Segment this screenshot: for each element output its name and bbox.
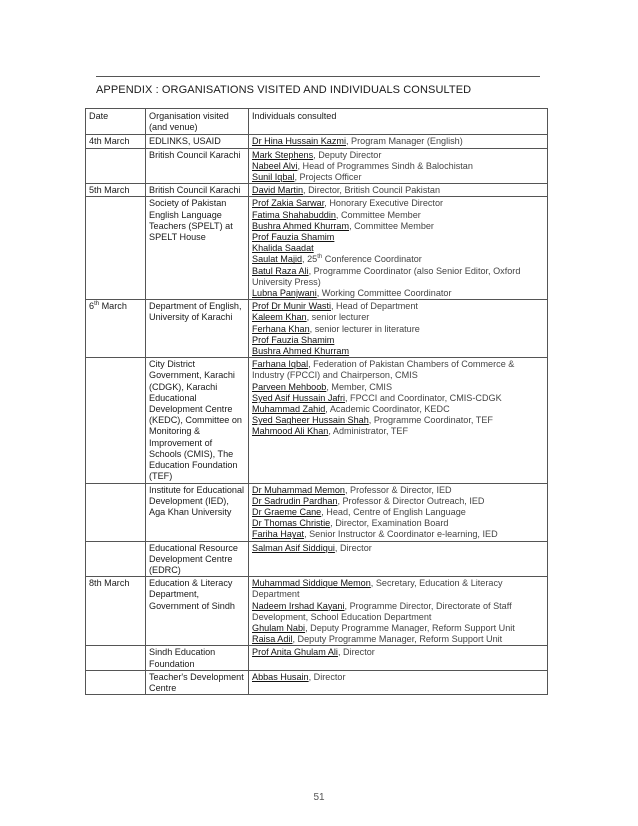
cell-date: 6th March — [86, 300, 146, 358]
table-row — [86, 197, 548, 300]
cell-individuals — [249, 148, 548, 184]
consultation-table — [85, 108, 548, 695]
header-rule — [96, 76, 540, 77]
person-role: , Academic Coordinator, KEDC — [325, 404, 450, 415]
person-role: , 25th Conference Coordinator — [302, 254, 422, 265]
person-entry — [252, 415, 544, 426]
person-role: , Programme Director, Directorate of Staff Development, School Education Department — [252, 600, 512, 622]
person-role: , Head of Programmes Sindh & Balochistan — [297, 160, 473, 171]
cell-date: 4th March — [86, 135, 146, 148]
person-name: Muhammad Zahid — [252, 404, 326, 415]
person-entry — [252, 647, 544, 658]
person-entry — [252, 496, 544, 507]
person-entry — [252, 346, 544, 357]
person-name: Lubna Panjwani — [252, 288, 317, 299]
cell-organisation: Education & Literacy Department, Government of Sindh — [146, 577, 249, 646]
person-name: Salman Asif Siddiqui — [252, 542, 335, 553]
person-entry — [252, 210, 544, 221]
person-role: , Professor & Director Outreach, IED — [337, 495, 485, 506]
person-entry — [252, 672, 544, 683]
person-name: Dr Muhammad Memon — [252, 484, 345, 495]
person-role: , Head of Department — [331, 301, 418, 312]
table-row — [86, 135, 548, 148]
person-name: Fariha Hayat — [252, 529, 305, 540]
header-organisation: Organisation visited (and venue) — [146, 109, 249, 135]
person-entry — [252, 185, 544, 196]
cell-date — [86, 197, 146, 300]
cell-date — [86, 358, 146, 483]
person-role: , Professor & Director, IED — [345, 484, 452, 495]
cell-organisation: British Council Karachi — [146, 148, 249, 184]
person-name: Raisa Adil — [252, 634, 293, 645]
person-entry — [252, 393, 544, 404]
person-role: , Director, Examination Board — [330, 518, 449, 529]
person-role: , Member, CMIS — [326, 381, 393, 392]
person-entry — [252, 288, 544, 299]
cell-date — [86, 483, 146, 541]
person-entry — [252, 623, 544, 634]
cell-organisation: Society of Pakistan English Language Teachers (SPELT) at SPELT House — [146, 197, 249, 300]
cell-individuals — [249, 577, 548, 646]
person-role: , Administrator, TEF — [328, 426, 409, 437]
cell-organisation: British Council Karachi — [146, 184, 249, 197]
person-role: , FPCCI and Coordinator, CMIS-CDGK — [345, 392, 502, 403]
cell-organisation: Department of English, University of Karachi — [146, 300, 249, 358]
person-entry — [252, 426, 544, 437]
cell-individuals — [249, 670, 548, 694]
person-entry — [252, 136, 544, 147]
person-name: Khalida Saadat — [252, 243, 314, 254]
person-entry — [252, 634, 544, 645]
table-row — [86, 358, 548, 483]
cell-organisation: Educational Resource Development Centre (EDRC) — [146, 541, 249, 577]
person-role: , Committee Member — [335, 209, 421, 220]
person-entry — [252, 485, 544, 496]
cell-organisation: City District Government, Karachi (CDGK), Karachi Educational Development Centre (KEDC), Committee on Monitoring & Improvement of Schools (CMIS), The Education Foundation (TEF) — [146, 358, 249, 483]
person-entry — [252, 382, 544, 393]
person-entry — [252, 150, 544, 161]
person-name: Prof Fauzia Shamim — [252, 232, 335, 243]
cell-individuals — [249, 358, 548, 483]
person-entry — [252, 404, 544, 415]
cell-date — [86, 148, 146, 184]
person-name: Muhammad Siddique Memon — [252, 578, 371, 589]
cell-organisation: Sindh Education Foundation — [146, 646, 249, 670]
person-name: Ferhana Khan — [252, 323, 310, 334]
cell-individuals — [249, 646, 548, 670]
person-role: , Deputy Programme Manager, Reform Support Unit — [305, 622, 515, 633]
person-entry — [252, 507, 544, 518]
table-header-row — [86, 109, 548, 135]
person-name: Abbas Husain — [252, 671, 309, 682]
person-role: , Head, Centre of English Language — [321, 506, 466, 517]
person-entry — [252, 335, 544, 346]
cell-individuals — [249, 300, 548, 358]
person-entry — [252, 578, 544, 600]
person-role: , Programme Coordinator, TEF — [368, 415, 493, 426]
person-name: Dr Thomas Christie — [252, 518, 331, 529]
person-name: Kaleem Khan — [252, 312, 307, 323]
cell-individuals — [249, 197, 548, 300]
person-entry — [252, 601, 544, 623]
cell-organisation: Teacher's Development Centre — [146, 670, 249, 694]
person-name: Dr Hina Hussain Kazmi — [252, 136, 346, 147]
person-role: , Projects Officer — [294, 172, 362, 183]
person-name: Prof Anita Ghulam Ali — [252, 647, 338, 658]
cell-individuals — [249, 541, 548, 577]
person-name: Parveen Mehboob — [252, 381, 327, 392]
person-name: Nadeem Irshad Kayani — [252, 600, 345, 611]
table-row — [86, 483, 548, 541]
table-row — [86, 184, 548, 197]
cell-organisation: Institute for Educational Development (IED), Aga Khan University — [146, 483, 249, 541]
person-role: , Deputy Director — [313, 149, 382, 160]
person-entry — [252, 543, 544, 554]
person-name: David Martin — [252, 185, 304, 196]
cell-date: 5th March — [86, 184, 146, 197]
person-name: Bushra Ahmed Khurram — [252, 346, 350, 357]
person-name: Ghulam Nabi — [252, 622, 306, 633]
person-role: , Director — [337, 647, 375, 658]
table-row — [86, 541, 548, 577]
person-name: Prof Fauzia Shamim — [252, 334, 335, 345]
person-role: , Programme Coordinator (also Senior Editor, Oxford University Press) — [252, 265, 521, 287]
person-name: Prof Dr Munir Wasti — [252, 301, 331, 312]
person-role: , Secretary, Education & Literacy Department — [252, 578, 503, 600]
person-name: Dr Graeme Cane — [252, 506, 322, 517]
page-number: 51 — [313, 792, 325, 803]
header-date: Date — [86, 109, 146, 135]
person-name: Dr Sadrudin Pardhan — [252, 495, 338, 506]
person-name: Fatima Shahabuddin — [252, 209, 336, 220]
person-entry — [252, 172, 544, 183]
person-role: , Working Committee Coordinator — [316, 288, 452, 299]
person-name: Syed Asif Hussain Jafri — [252, 392, 345, 403]
table-row — [86, 300, 548, 358]
appendix-title: APPENDIX : ORGANISATIONS VISITED AND INDIVIDUALS CONSULTED — [96, 84, 472, 96]
person-entry — [252, 254, 544, 265]
table-row — [86, 646, 548, 670]
person-role: , senior lecturer in literature — [309, 323, 420, 334]
person-entry — [252, 266, 544, 288]
person-role: , senior lecturer — [306, 312, 370, 323]
header-individuals: Individuals consulted — [249, 109, 548, 135]
person-entry — [252, 232, 544, 243]
cell-individuals — [249, 483, 548, 541]
cell-date: 8th March — [86, 577, 146, 646]
person-entry — [252, 243, 544, 254]
person-entry — [252, 301, 544, 312]
person-entry — [252, 221, 544, 232]
person-entry — [252, 518, 544, 529]
person-name: Saulat Majid — [252, 254, 303, 265]
person-entry — [252, 359, 544, 381]
person-role: , Program Manager (English) — [346, 136, 463, 147]
person-name: Sunil Iqbal — [252, 172, 295, 183]
cell-individuals — [249, 135, 548, 148]
table-row — [86, 577, 548, 646]
cell-date — [86, 670, 146, 694]
person-role: , Director, British Council Pakistan — [303, 185, 441, 196]
person-role: , Director — [334, 542, 372, 553]
table-row — [86, 670, 548, 694]
person-role: , Committee Member — [349, 220, 434, 231]
person-entry — [252, 529, 544, 540]
cell-date — [86, 646, 146, 670]
person-entry — [252, 324, 544, 335]
cell-organisation: EDLINKS, USAID — [146, 135, 249, 148]
person-entry — [252, 161, 544, 172]
table-body — [86, 135, 548, 695]
person-name: Batul Raza Ali — [252, 265, 309, 276]
person-role: , Federation of Pakistan Chambers of Commerce & Industry (FPCCI) and Chairperson, CMIS — [252, 359, 515, 381]
person-name: Syed Sagheer Hussain Shah — [252, 415, 369, 426]
person-role: , Deputy Programme Manager, Reform Support Unit — [292, 634, 503, 645]
person-name: Bushra Ahmed Khurram — [252, 220, 350, 231]
person-role: , Director — [308, 671, 346, 682]
table-row — [86, 148, 548, 184]
cell-date — [86, 541, 146, 577]
cell-individuals — [249, 184, 548, 197]
person-name: Prof Zakia Sarwar — [252, 198, 325, 209]
person-role: , Senior Instructor & Coordinator e-learning, IED — [304, 529, 498, 540]
person-name: Nabeel Alvi — [252, 160, 298, 171]
person-entry — [252, 198, 544, 209]
person-name: Mark Stephens — [252, 149, 314, 160]
person-name: Farhana Iqbal — [252, 359, 309, 370]
person-name: Mahmood Ali Khan — [252, 426, 329, 437]
person-role: , Honorary Executive Director — [324, 198, 444, 209]
person-entry — [252, 312, 544, 323]
